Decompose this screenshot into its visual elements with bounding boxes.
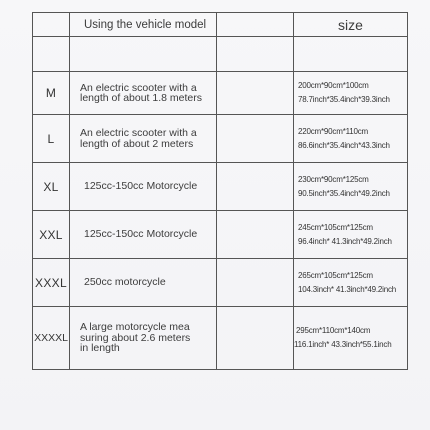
header-blank-cell xyxy=(217,13,294,37)
size-chart-table xyxy=(32,12,408,370)
dimensions-cm: 230cm*90cm*125cm xyxy=(298,174,369,184)
table-row xyxy=(33,72,408,115)
dimensions-cm: 265cm*105cm*125cm xyxy=(298,270,373,280)
header-size-cell xyxy=(33,13,70,37)
empty-cell xyxy=(217,163,294,211)
dimensions-cell xyxy=(294,307,408,370)
header-model-cell: Using the vehicle model xyxy=(70,13,217,37)
size-label: XXXL xyxy=(33,259,70,307)
dimensions-inch: 104.3inch* 41.3inch*49.2inch xyxy=(298,284,397,294)
empty-cell xyxy=(70,37,217,72)
size-label: L xyxy=(33,115,70,163)
vehicle-model: A large motorcycle mea suring about 2.6 meters in length xyxy=(70,307,217,370)
table-row xyxy=(33,259,408,307)
size-label: XXL xyxy=(33,211,70,259)
table-row xyxy=(33,115,408,163)
dimensions-inch: 90.5inch*35.4inch*49.2inch xyxy=(298,188,390,198)
empty-cell xyxy=(217,259,294,307)
vehicle-model: 125cc-150cc Motorcycle xyxy=(70,163,217,211)
size-label: XXXXL xyxy=(33,307,70,370)
empty-cell xyxy=(294,37,408,72)
dimensions-cell xyxy=(294,163,408,211)
size-label: XL xyxy=(33,163,70,211)
dimensions-cell xyxy=(294,72,408,115)
empty-cell xyxy=(217,307,294,370)
dimensions-cell xyxy=(294,259,408,307)
empty-cell xyxy=(217,72,294,115)
vehicle-model: 250cc motorcycle xyxy=(70,259,217,307)
dimensions-cm: 295cm*110cm*140cm xyxy=(296,326,371,335)
header-dimension-cell: size xyxy=(294,13,408,37)
vehicle-model: An electric scooter with a length of about 2 meters xyxy=(70,115,217,163)
size-label: M xyxy=(33,72,70,115)
vehicle-model: An electric scooter with a length of about 1.8 meters xyxy=(70,72,217,115)
dimensions-inch: 86.6inch*35.4inch*43.3inch xyxy=(298,140,390,150)
dimensions-cell xyxy=(294,115,408,163)
dimensions-cell xyxy=(294,211,408,259)
table-row xyxy=(33,211,408,259)
dimensions-cm: 200cm*90cm*100cm xyxy=(298,81,369,90)
table-row xyxy=(33,307,408,370)
empty-cell xyxy=(33,37,70,72)
table-header-row xyxy=(33,13,408,37)
dimensions-cm: 220cm*90cm*110cm xyxy=(298,126,369,136)
dimensions-inch: 96.4inch* 41.3inch*49.2inch xyxy=(298,236,392,246)
vehicle-model: 125cc-150cc Motorcycle xyxy=(70,211,217,259)
empty-cell xyxy=(217,211,294,259)
empty-cell xyxy=(217,37,294,72)
dimensions-inch: 116.1inch* 43.3inch*55.1inch xyxy=(294,340,392,349)
table-row xyxy=(33,163,408,211)
table-empty-row xyxy=(33,37,408,72)
dimensions-cm: 245cm*105cm*125cm xyxy=(298,222,373,232)
empty-cell xyxy=(217,115,294,163)
dimensions-inch: 78.7inch*35.4inch*39.3inch xyxy=(298,95,390,104)
